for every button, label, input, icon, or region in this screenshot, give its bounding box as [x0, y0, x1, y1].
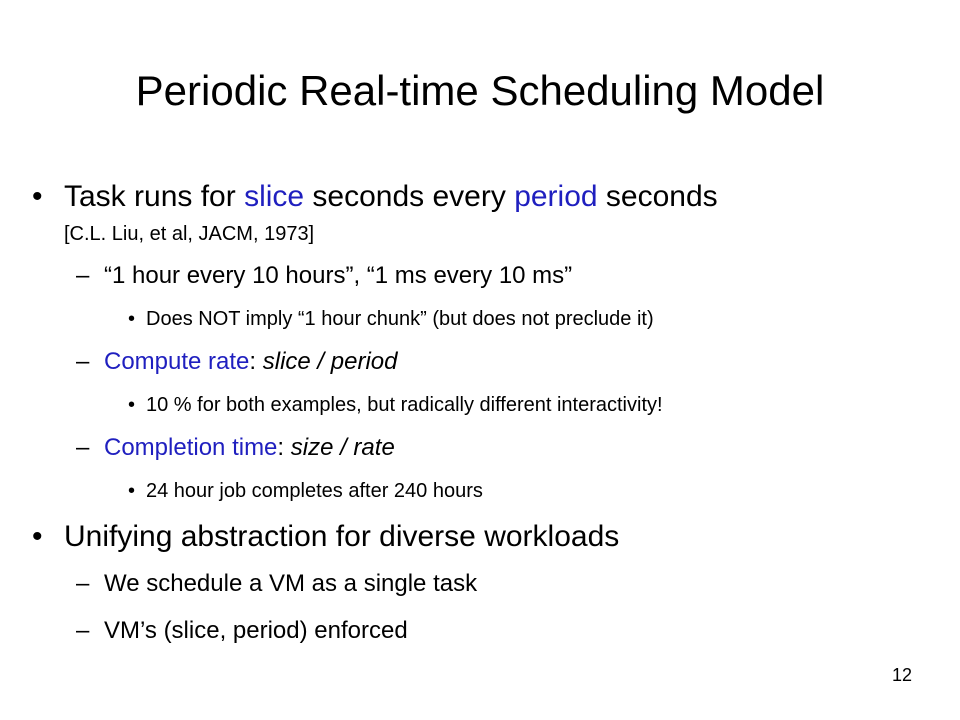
bullet-marker: • — [128, 394, 136, 416]
text-run-italic: slice / period — [262, 348, 398, 375]
bullet-marker: • — [128, 480, 136, 502]
text-run: Unifying abstraction for diverse workloads — [64, 520, 620, 553]
bullet-marker: • — [128, 308, 136, 330]
text-run-highlight: Compute rate — [104, 348, 250, 375]
bullet-marker: – — [76, 617, 90, 644]
text-run-highlight: slice — [244, 180, 305, 213]
text-run-highlight: period — [514, 180, 598, 213]
bullet-level2 — [104, 617, 408, 645]
text-run: We schedule a VM as a single task — [104, 570, 478, 597]
text-run: VM’s (slice, period) enforced — [104, 617, 408, 644]
bullet-level1 — [64, 520, 619, 554]
bullet-marker: – — [76, 570, 90, 597]
bullet-level2 — [104, 570, 477, 598]
page-number: 12 — [891, 665, 912, 685]
bullet-level2 — [104, 262, 572, 290]
bullet-level3 — [146, 393, 663, 417]
text-run: 24 hour job completes after 240 hours — [146, 480, 483, 502]
text-run: seconds every — [304, 180, 515, 213]
text-run: : — [277, 434, 291, 461]
text-run: Task runs for — [64, 180, 245, 213]
citation — [64, 222, 314, 246]
bullet-marker: – — [76, 434, 90, 461]
bullet-marker: – — [76, 262, 90, 289]
bullet-marker: • — [32, 520, 43, 553]
slide-title: Periodic Real-time Scheduling Model — [135, 67, 825, 114]
text-run: Does NOT imply “1 hour chunk” (but does not preclude it) — [146, 308, 654, 330]
bullet-marker: – — [76, 348, 90, 375]
text-run: [C.L. Liu, et al, JACM, 1973] — [64, 223, 315, 245]
text-run: seconds — [597, 180, 718, 213]
bullet-level2 — [104, 434, 395, 462]
bullet-level3 — [146, 479, 483, 503]
bullet-level1 — [64, 180, 718, 214]
text-run: 10 % for both examples, but radically different interactivity! — [146, 394, 663, 416]
text-run-highlight: Completion time — [104, 434, 278, 461]
text-run-italic: size / rate — [290, 434, 395, 461]
text-run: : — [249, 348, 263, 375]
bullet-level3 — [146, 307, 654, 331]
bullet-level2 — [104, 348, 397, 376]
text-run: “1 hour every 10 hours”, “1 ms every 10 ms” — [104, 262, 573, 289]
bullet-marker: • — [32, 180, 43, 213]
